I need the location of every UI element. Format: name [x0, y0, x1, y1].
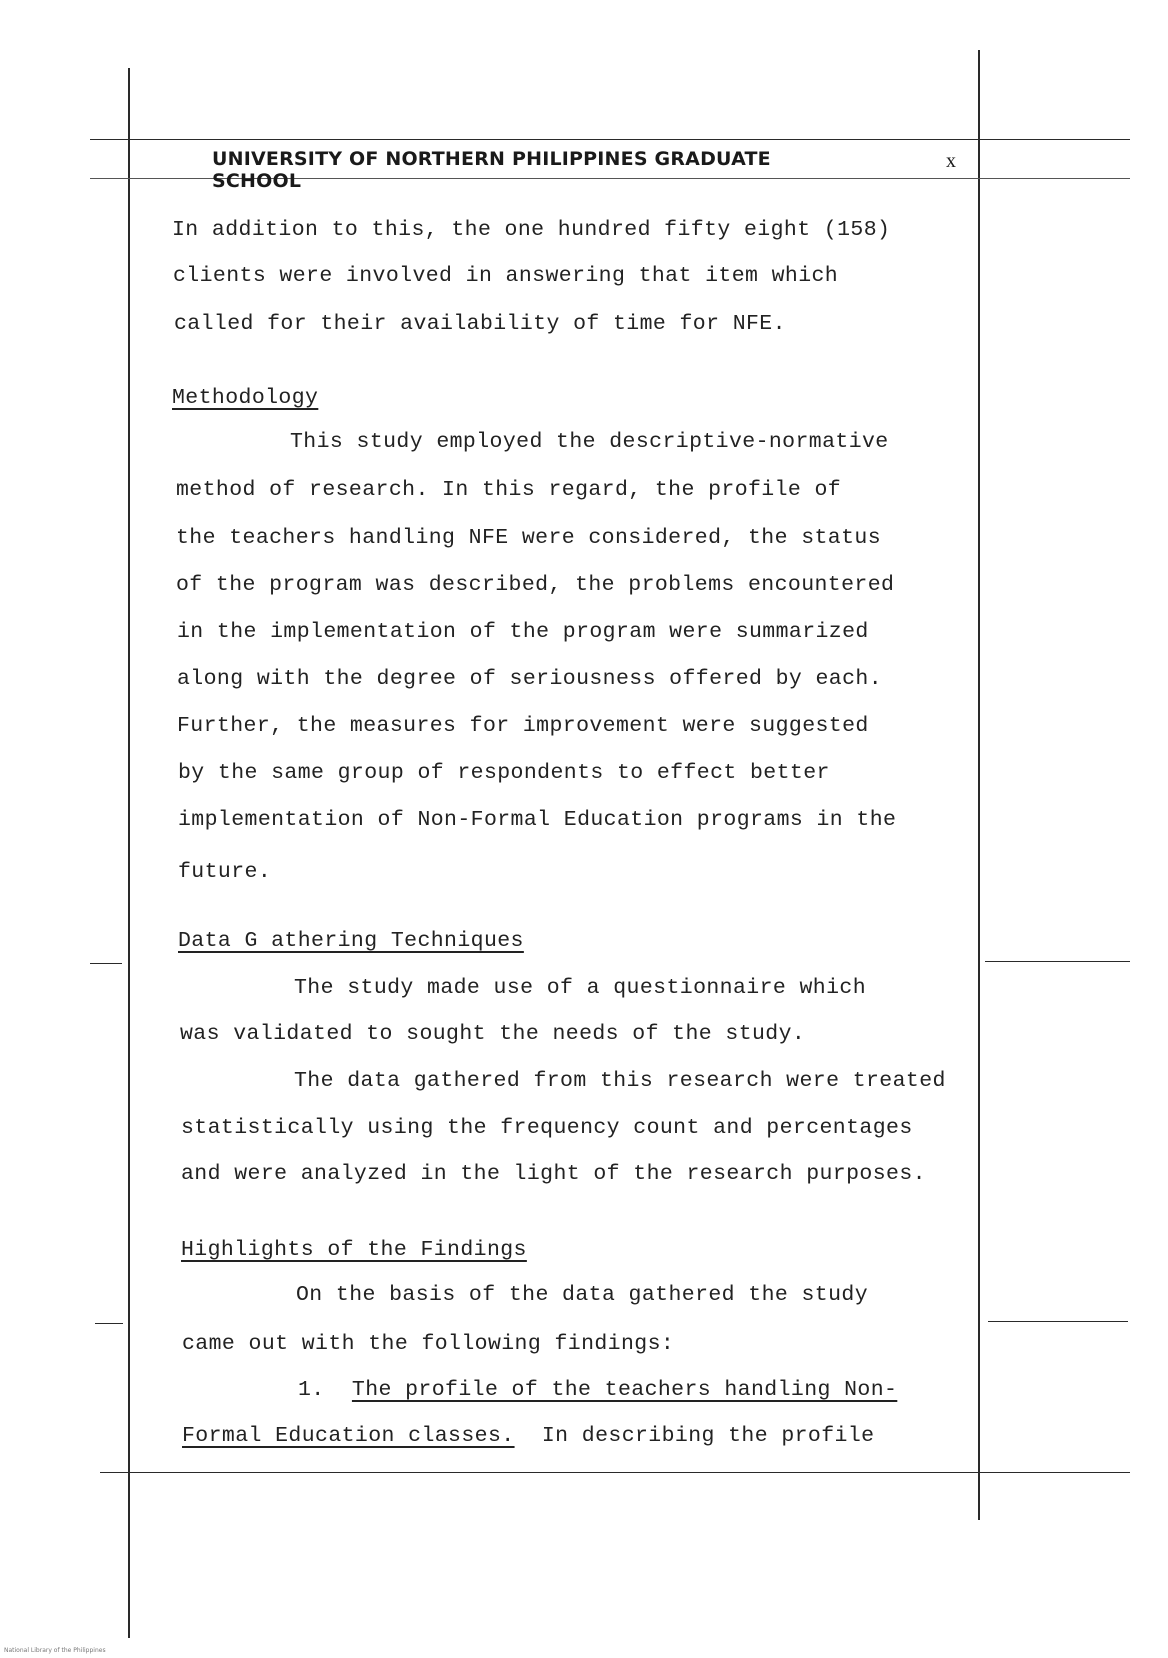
methodology-line-3: the teachers handling NFE were considered, the status	[176, 526, 882, 550]
data-gathering-line-3: The data gathered from this research were treated	[294, 1069, 946, 1093]
page-header-title: UNIVERSITY OF NORTHERN PHILIPPINES GRADUATE SCHOOL	[212, 148, 771, 192]
methodology-line-7: Further, the measures for improvement were suggested	[177, 714, 869, 738]
methodology-line-10: future.	[178, 860, 272, 884]
data-gathering-line-5: and were analyzed in the light of the research purposes.	[181, 1162, 926, 1186]
right-vertical-rule	[978, 50, 980, 1520]
methodology-line-1: This study employed the descriptive-normative	[290, 430, 889, 454]
page-number: x	[946, 150, 956, 172]
highlights-line-2: came out with the following findings:	[182, 1332, 675, 1356]
highlights-heading: Highlights of the Findings	[181, 1238, 527, 1262]
left-vertical-rule	[128, 68, 130, 1638]
highlights-line-1: On the basis of the data gathered the study	[296, 1283, 868, 1307]
finding-item-1	[298, 1378, 897, 1402]
finding-item-1-number: 1.	[298, 1378, 325, 1402]
methodology-line-8: by the same group of respondents to effect better	[178, 761, 830, 785]
header-top-rule	[90, 139, 1130, 140]
footer-rule	[100, 1472, 1130, 1473]
data-gathering-line-2: was validated to sought the needs of the study.	[180, 1022, 806, 1046]
methodology-line-2: method of research. In this regard, the profile of	[176, 478, 842, 502]
data-gathering-heading: Data G athering Techniques	[178, 929, 524, 953]
methodology-line-6: along with the degree of seriousness offered by each.	[177, 667, 883, 691]
margin-tick	[90, 963, 122, 964]
intro-line-2: clients were involved in answering that item which	[173, 264, 839, 288]
methodology-heading: Methodology	[172, 386, 319, 410]
finding-item-1-title-end: Formal Education classes.	[182, 1424, 515, 1448]
methodology-line-5: in the implementation of the program were summarized	[177, 620, 869, 644]
methodology-line-4: of the program was described, the problems encountered	[176, 573, 895, 597]
methodology-line-9: implementation of Non-Formal Education programs in the	[178, 808, 897, 832]
finding-item-1-continuation	[182, 1424, 874, 1448]
finding-item-1-title: The profile of the teachers handling Non-	[351, 1378, 898, 1402]
margin-tick	[95, 1323, 123, 1324]
margin-tick	[988, 1321, 1128, 1322]
finding-item-1-text: In describing the profile	[541, 1424, 875, 1448]
data-gathering-line-4: statistically using the frequency count and percentages	[181, 1116, 913, 1140]
scan-footer: National Library of the Philippines	[4, 1647, 106, 1654]
data-gathering-line-1: The study made use of a questionnaire which	[294, 976, 866, 1000]
margin-tick	[985, 961, 1130, 962]
intro-line-3: called for their availability of time for NFE.	[174, 312, 786, 336]
intro-line-1: In addition to this, the one hundred fifty eight (158)	[172, 218, 891, 242]
